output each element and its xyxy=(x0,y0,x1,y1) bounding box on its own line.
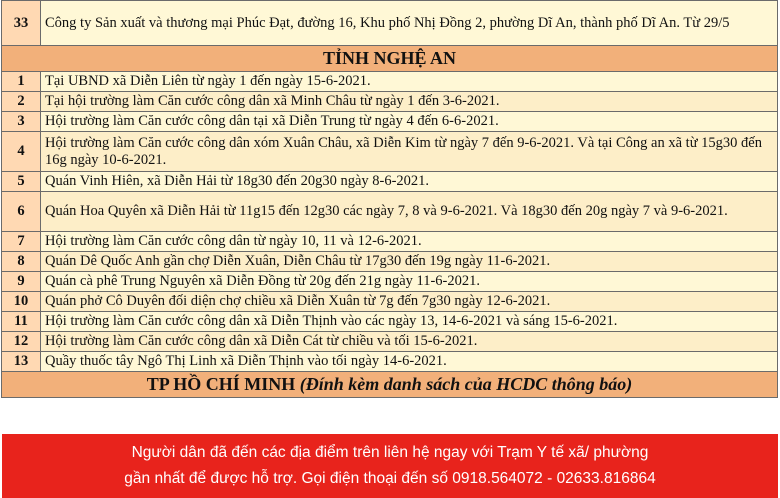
location-table xyxy=(1,0,778,398)
row-text: Hội trường làm Căn cước công dân xã Diễn Thịnh vào các ngày 13, 14-6-2021 và sáng 15-6-2021. xyxy=(41,312,778,332)
row-number: 33 xyxy=(2,1,41,46)
table-row xyxy=(2,332,778,352)
row-number: 10 xyxy=(2,292,41,312)
section-title: TỈNH NGHỆ AN xyxy=(2,46,778,72)
row-text: Quầy thuốc tây Ngô Thị Linh xã Diễn Thịnh vào tối ngày 14-6-2021. xyxy=(41,352,778,372)
row-text: Hội trường làm Căn cước công dân tại xã Diễn Trung từ ngày 4 đến 6-6-2021. xyxy=(41,112,778,132)
table-row xyxy=(2,1,778,46)
table-row xyxy=(2,312,778,332)
notice-banner xyxy=(2,434,778,498)
row-number: 13 xyxy=(2,352,41,372)
table-row xyxy=(2,92,778,112)
table-row xyxy=(2,72,778,92)
notice-line-2: gần nhất để được hỗ trợ. Gọi điện thoại đến số 0918.564072 - 02633.816864 xyxy=(124,470,656,487)
section-header-hcm xyxy=(2,372,778,398)
row-number: 1 xyxy=(2,72,41,92)
table-row xyxy=(2,352,778,372)
row-number: 6 xyxy=(2,192,41,232)
section-header-nghe-an xyxy=(2,46,778,72)
table-row xyxy=(2,192,778,232)
section-title xyxy=(2,372,778,398)
table-row xyxy=(2,272,778,292)
row-text: Tại UBND xã Diễn Liên từ ngày 1 đến ngày 15-6-2021. xyxy=(41,72,778,92)
section-note: (Đính kèm danh sách của HCDC thông báo) xyxy=(299,374,633,394)
row-text: Hội trường làm Căn cước công dân xã Diễn Cát từ chiều và tối 15-6-2021. xyxy=(41,332,778,352)
section-title-text: TP HỒ CHÍ MINH xyxy=(146,374,296,394)
row-number: 9 xyxy=(2,272,41,292)
row-number: 8 xyxy=(2,252,41,272)
row-number: 5 xyxy=(2,172,41,192)
row-number: 7 xyxy=(2,232,41,252)
row-number: 2 xyxy=(2,92,41,112)
row-text: Quán Vinh Hiên, xã Diễn Hải từ 18g30 đến 20g30 ngày 8-6-2021. xyxy=(41,172,778,192)
notice-line-1: Người dân đã đến các địa điểm trên liên hệ ngay với Trạm Y tế xã/ phường xyxy=(131,444,649,461)
row-text: Quán Hoa Quyên xã Diễn Hải từ 11g15 đến 12g30 các ngày 7, 8 và 9-6-2021. Và 18g30 đến 20g ngày 7 và 9-6-2021. xyxy=(41,192,778,232)
table-row xyxy=(2,232,778,252)
table-row xyxy=(2,252,778,272)
row-text: Tại hội trường làm Căn cước công dân xã Minh Châu từ ngày 1 đến 3-6-2021. xyxy=(41,92,778,112)
row-text: Hội trường làm Căn cước công dân từ ngày 10, 11 và 12-6-2021. xyxy=(41,232,778,252)
row-number: 11 xyxy=(2,312,41,332)
row-text: Công ty Sản xuất và thương mại Phúc Đạt, đường 16, Khu phố Nhị Đồng 2, phường Dĩ An, thành phố Dĩ An. Từ 29/5 xyxy=(41,1,778,46)
table-row xyxy=(2,172,778,192)
row-text: Quán cà phê Trung Nguyên xã Diễn Đồng từ 20g đến 21g ngày 11-6-2021. xyxy=(41,272,778,292)
table-row xyxy=(2,292,778,312)
row-number: 4 xyxy=(2,132,41,172)
table-row xyxy=(2,112,778,132)
row-text: Quán phở Cô Duyên đối diện chợ chiều xã Diễn Xuân từ 7g đến 7g30 ngày 12-6-2021. xyxy=(41,292,778,312)
row-text: Hội trường làm Căn cước công dân xóm Xuân Châu, xã Diễn Kim từ ngày 7 đến 9-6-2021. Và tại Công an xã từ 15g30 đến 16g ngày 10-6-2021. xyxy=(41,132,778,172)
table-row xyxy=(2,132,778,172)
row-number: 3 xyxy=(2,112,41,132)
row-number: 12 xyxy=(2,332,41,352)
row-text: Quán Dê Quốc Anh gần chợ Diễn Xuân, Diễn Châu từ 17g30 đến 19g ngày 11-6-2021. xyxy=(41,252,778,272)
